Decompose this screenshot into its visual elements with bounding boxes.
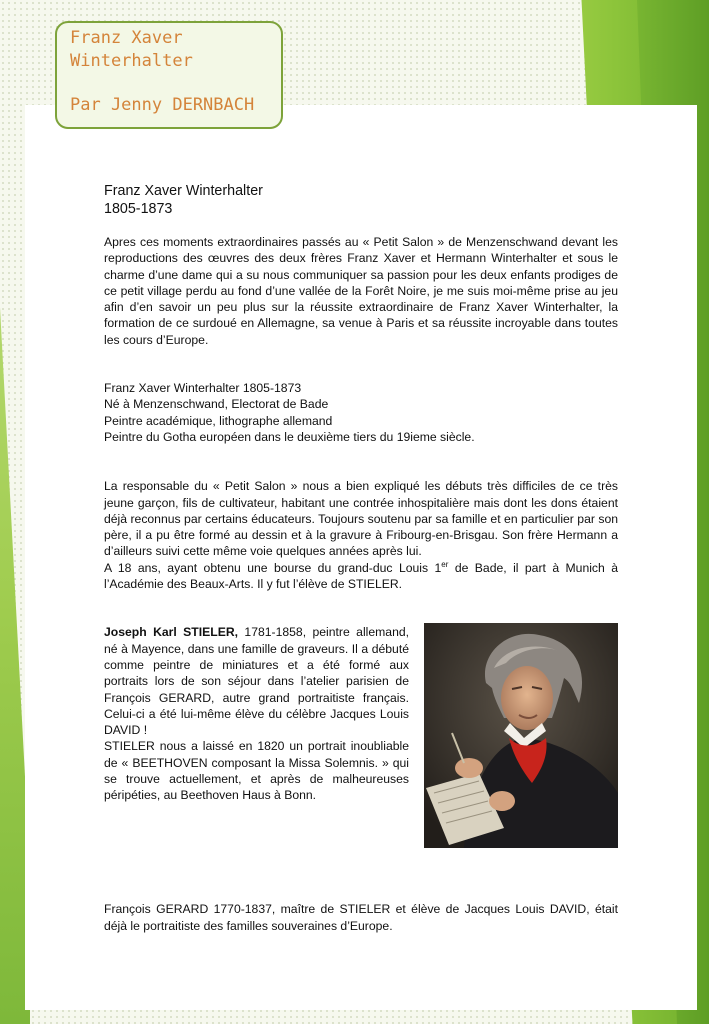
- title-line-2: Winterhalter: [70, 51, 193, 71]
- stieler-beethoven-text: STIELER nous a laissé en 1820 un portrait inoubliable de « BEETHOVEN composant la Missa Solemnis. » qui se trouve actuellement, et après de malheureuses péripéties, au Beethoven Haus à Bonn.: [104, 739, 409, 803]
- stieler-section: [104, 624, 618, 848]
- fact-line: Peintre académique, lithographe allemand: [104, 413, 333, 428]
- title-box: [55, 21, 283, 129]
- stieler-name: Joseph Karl STIELER,: [104, 625, 239, 640]
- author-line: Par Jenny DERNBACH: [70, 95, 255, 115]
- title-line-1: Franz Xaver: [70, 28, 183, 48]
- heading-name: Franz Xaver Winterhalter: [104, 183, 263, 199]
- early-life-paragraph: La responsable du « Petit Salon » nous a bien expliqué les débuts très difficiles de ce très jeune garçon, fils de cultivateur, habitant une contrée inhospitalière mais dont les dons étaient déjà reconnus par certains éducateurs. Toujours soutenu par sa famille et en particulier par son père, il a pu être formé au dessin et à la gravure à Fribourg-en-Brisgau. Son frère Hermann a d’ailleurs suivi cette même voie quelques années après lui.: [104, 479, 618, 559]
- document-body: [104, 183, 618, 934]
- gerard-paragraph: François GERARD 1770-1837, maître de STIELER et élève de Jacques Louis DAVID, était déjà le portraitiste des familles souveraines d’Europe.: [104, 902, 618, 933]
- munich-paragraph: A 18 ans, ayant obtenu une bourse du grand-duc Louis 1er de Bade, il part à Munich à l’Académie des Beaux-Arts. Il y fut l’élève de STIELER.: [104, 559, 618, 592]
- fact-line: Peintre du Gotha européen dans le deuxième tiers du 19ieme siècle.: [104, 429, 475, 444]
- fact-line: Franz Xaver Winterhalter 1805-1873: [104, 381, 302, 396]
- beethoven-portrait-image: [424, 623, 618, 848]
- facts-list: [104, 380, 618, 445]
- intro-paragraph: Apres ces moments extraordinaires passés au « Petit Salon » de Menzenschwand devant les reproductions des œuvres des deux frères Franz Xaver et Hermann Winterhalter et sous le charme d’une dame qui a su nous communiquer sa passion pour les deux enfants prodiges de ce petit village perdu au fond d’une vallée de la Forêt Noire, je me suis moi-même prise au jeu afin d’en savoir un peu plus sur la réussite extraordinaire de Franz Xaver Winterhalter, la formation de ce surdoué en Allemagne, sa venue à Paris et sa réussite incroyable dans toutes les cours d’Europe.: [104, 235, 618, 347]
- beethoven-portrait-svg: [424, 623, 618, 848]
- stieler-bio: Joseph Karl STIELER, 1781-1858, peintre allemand, né à Mayence, dans une famille de graveurs. Il a débuté comme peintre de miniatures et a été formé aux portraits lors de son séjour dans l’atelier parisien de François GERARD, autre grand portraitiste français. Celui-ci a été lui-même élève du célèbre Jacques Louis DAVID ! STIELER nous a laissé en 1820 un portrait inoubliable de « BEETHOVEN composant la Missa Solemnis. » qui se trouve actuellement, et après de malheureuses péripéties, au Beethoven Haus à Bonn.: [104, 625, 410, 803]
- fact-line: Né à Menzenschwand, Electorat de Bade: [104, 397, 329, 412]
- heading-years: 1805-1873: [104, 200, 173, 217]
